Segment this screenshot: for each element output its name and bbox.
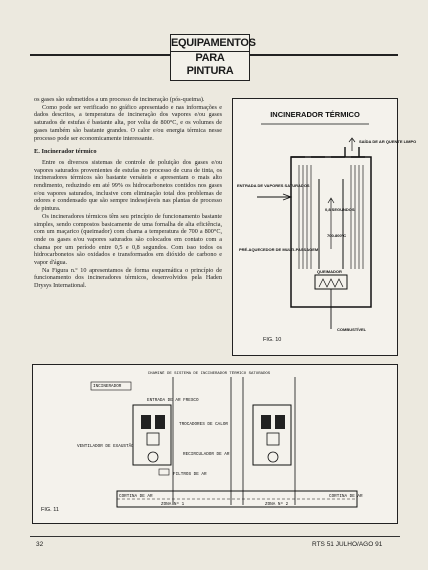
paragraph-3: Entre os diversos sistemas de controle de poluição dos gases e/ou vapores saturados provenientes de estufas no processo de cura de tinta, os incineradores térmicos são bastante versáteis e apresentam o mais alto rendimento, reduzindo em até 99% os hidrocarbonetos contidos nos gases e/ou vapores saturados, inclusive com eliminação total dos problemas de odores e condensado que são sempre indesejáveis nas plantas de processo de pintura.	[34, 158, 222, 213]
fig11-cortina-left: CORTINA DE AR	[119, 494, 153, 499]
header-line-1: EQUIPAMENTOS	[171, 37, 256, 49]
fig10-queimador: QUEIMADOR	[317, 269, 342, 274]
fig11-cortina-right: CORTINA DE AR	[329, 494, 363, 499]
fig11-recirculador: RECIRCULADOR DE AR	[183, 452, 230, 457]
fig11-label: FIG. 11	[41, 507, 59, 513]
fig11-title: CHAMINÉ DE SISTEMA DE INCINERADOR TÉRMICO SATURADOS	[147, 372, 271, 376]
fig10-seg: 0,8 SEGUNDOS	[325, 207, 355, 212]
fig10-title: INCINERADOR TÉRMICO	[270, 110, 360, 119]
article-column	[34, 96, 222, 290]
page-number: 32	[36, 541, 44, 548]
fig10-label: FIG. 10	[263, 337, 282, 343]
fig10-entrada: ENTRADA DE VAPORES SATURADOS	[237, 183, 310, 188]
fig10-combustivel: COMBUSTÍVEL	[337, 327, 367, 332]
fig11-trocadores: TROCADORES DE CALOR	[179, 422, 228, 427]
issue-info: RTS 51 JULHO/AGO 91	[312, 541, 383, 548]
fig10-saida: SAÍDA DE AR QUENTE LIMPO	[359, 139, 417, 144]
header-line-2: PARA PINTURA	[171, 51, 249, 78]
footer-rule	[30, 536, 400, 537]
fig11-ventilador: VENTILADOR DE EXAUSTÃO	[77, 444, 134, 449]
paragraph-4: Os incineradores térmicos têm seu princípio de funcionamento bastante simples, sendo compostos basicamente de uma fornalha de alta eficiência, com um maçarico (queimador) com chama a temperatura de 700 a 800°C, onde os gases e/ou vapores saturados são colocados em contato com a chama por um período entre 0,5 e 0,8 segundos. Com isso todos os hidrocarbonetos são oxidados e transformados em dióxido de carbono e vapor d'água.	[34, 212, 222, 267]
fig11-zona1: ZONA Nº 1	[161, 502, 185, 507]
figure-10	[232, 98, 417, 356]
figure-11	[32, 364, 398, 524]
fig11-zona2: ZONA Nº 2	[265, 502, 289, 507]
fig11-filtros: FILTROS DE AR	[173, 472, 207, 477]
fig10-temp: 700-800°C	[327, 233, 347, 238]
paragraph-2: Como pode ser verificado no gráfico apresentado e nas informações e dados descritos, a temperatura de incineração dos vapores e/ou gases saturados de estufas é bastante alta, por volta de 800°C, e os volumes de gases também são bastante grandes. O calor e/ou energia térmica nesse processo pode ser economicamente interessante.	[34, 103, 222, 142]
fig10-pre: PRÉ-AQUECEDOR DE MULTI-PASSAGEM	[239, 247, 319, 252]
fig11-incinerador: INCINERADOR	[93, 384, 122, 389]
paragraph-1: os gases são submetidos a um processo de incineração (pós-queima).	[34, 96, 205, 103]
section-header	[170, 34, 256, 81]
fig11-entrada-ar: ENTRADA DE AR FRESCO	[147, 398, 199, 403]
section-heading: E. Incinerador térmico	[34, 148, 97, 156]
header-rule-right	[248, 54, 398, 56]
paragraph-5: Na Figura n.º 10 apresentamos de forma esquemática o princípio de funcionamento dos incineradores térmicos, desenvolvidos pela Haden Drysys International.	[34, 266, 222, 290]
header-rule-left	[30, 54, 170, 56]
